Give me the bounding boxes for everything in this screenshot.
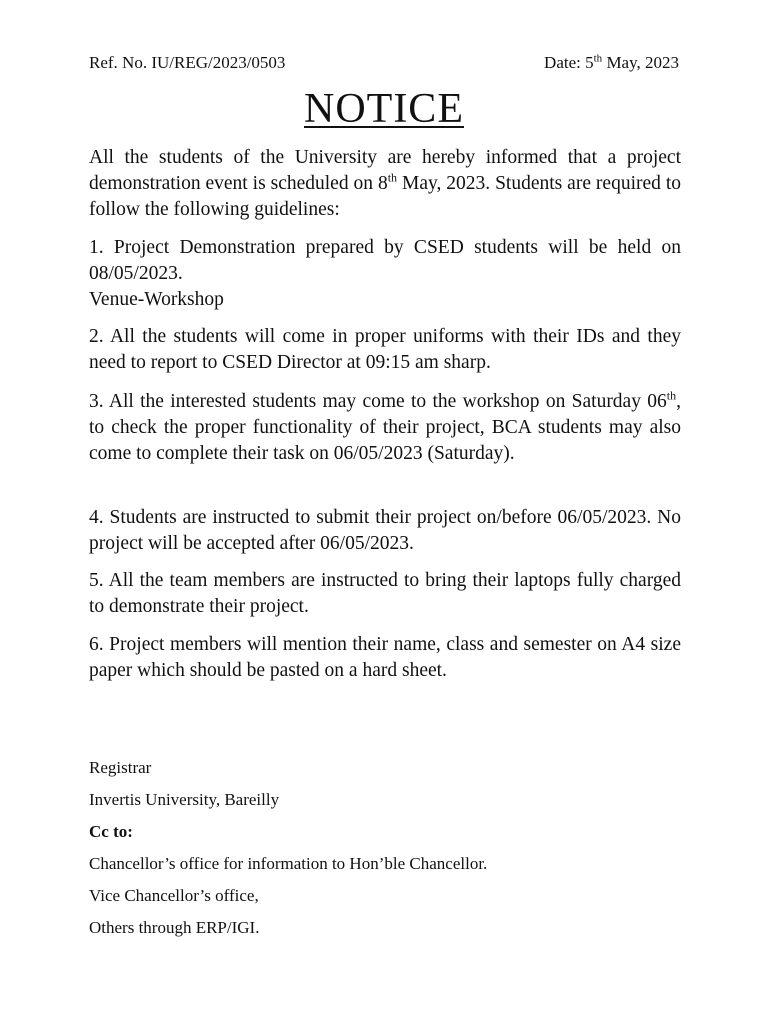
cc-item: Others through ERP/IGI. xyxy=(89,918,260,937)
signature-role: Registrar xyxy=(89,758,152,777)
guideline-5: 5. All the team members are instructed to bring their laptops fully charged to demonstrate their project. xyxy=(89,570,681,617)
guideline-1-text: 1. Project Demonstration prepared by CSED students will be held on 08/05/2023. xyxy=(89,237,681,284)
guideline-1-venue: Venue-Workshop xyxy=(89,289,224,310)
date-suffix: May, 2023 xyxy=(602,53,679,72)
cc-label: Cc to: xyxy=(89,822,133,841)
guideline-2: 2. All the students will come in proper uniforms with their IDs and they need to report to CSED Director at 09:15 am sharp. xyxy=(89,326,681,373)
notice-title: NOTICE xyxy=(304,86,464,132)
date-superscript: th xyxy=(593,52,603,65)
guideline-3-part1: 3. All the interested students may come to the workshop on Saturday 06 xyxy=(89,391,667,412)
date-prefix: Date: 5 xyxy=(544,53,594,72)
guideline-3-part2: , to check the proper functionality of their project, BCA students may also come to complete their task on 06/05/2023 (Saturday). xyxy=(89,391,681,464)
signature-organization: Invertis University, Bareilly xyxy=(89,790,280,809)
cc-item: Vice Chancellor’s office, xyxy=(89,886,259,905)
guideline-1 xyxy=(89,235,681,313)
notice-date xyxy=(544,53,679,73)
intro-paragraph xyxy=(89,145,681,223)
guideline-3 xyxy=(89,389,681,467)
intro-part2: May, 2023. Students are required to follow the following guidelines: xyxy=(89,173,681,220)
guideline-4: 4. Students are instructed to submit their project on/before 06/05/2023. No project will be accepted after 06/05/2023. xyxy=(89,507,681,554)
guideline-6: 6. Project members will mention their name, class and semester on A4 size paper which should be pasted on a hard sheet. xyxy=(89,634,681,681)
header-row xyxy=(89,53,679,73)
intro-part1: All the students of the University are hereby informed that a project demonstration event is scheduled on 8 xyxy=(89,147,681,194)
intro-superscript: th xyxy=(387,170,398,185)
cc-item: Chancellor’s office for information to Hon’ble Chancellor. xyxy=(89,854,488,873)
reference-number: Ref. No. IU/REG/2023/0503 xyxy=(89,53,286,72)
guideline-3-superscript: th xyxy=(666,388,677,403)
